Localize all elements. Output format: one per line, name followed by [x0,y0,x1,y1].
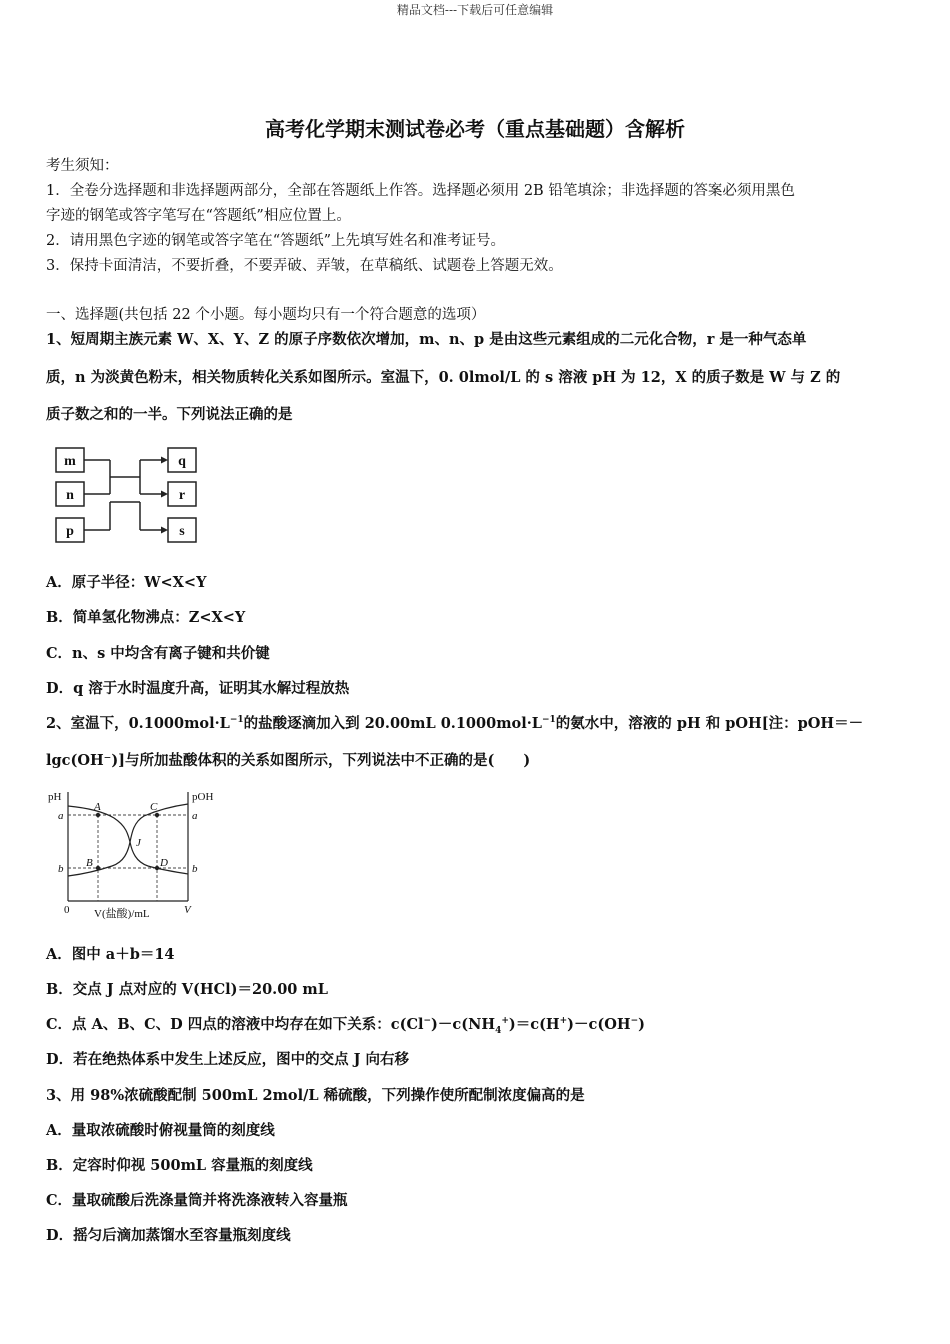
label-m: m [64,454,76,469]
notice-heading: 考生须知： [46,158,119,174]
tick-b-right: b [192,863,198,875]
q1-option-d: D．q 溶于水时温度升高，证明其水解过程放热 [46,680,350,697]
q1-stem-line-2: 质，n 为淡黄色粉末，相关物质转化关系如图所示。室温下，0. 0lmol/L 的 s 溶液 pH 为 12，X 的质子数是 W 与 Z 的 [46,369,841,386]
q2-option-a: A．图中 a＋b＝14 [46,946,175,963]
ylabel-poh: pOH [192,791,214,803]
point-a-label: A [94,801,101,813]
q3-option-d: D．摇匀后滴加蒸馏水至容量瓶刻度线 [46,1227,291,1244]
notice-line-1a: 1．全卷分选择题和非选择题两部分，全部在答题纸上作答。选择题必须用 2B 铅笔填涂；非选择题的答案必须用黑色 [46,183,795,199]
tick-a-right: a [192,810,198,822]
page-header: 精品文档---下载后可任意编辑 [396,3,554,17]
point-d-label: D [160,857,168,869]
q3-option-a: A．量取浓硫酸时俯视量筒的刻度线 [46,1122,275,1139]
label-p: p [66,524,74,539]
notice-line-2: 2．请用黑色字迹的钢笔或答字笔在“答题纸”上先填写姓名和准考证号。 [46,233,506,249]
point-c-label: C [150,801,158,813]
q1-stem-line-1: 1、短周期主族元素 W、X、Y、Z 的原子序数依次增加，m、n、p 是由这些元素组成的二元化合物，r 是一种气态单 [46,331,807,348]
q1-option-c: C．n、s 中均含有离子键和共价键 [46,645,270,662]
x-end-label: V [184,904,191,916]
label-n: n [66,488,74,503]
point-b-label: B [86,857,93,869]
q2-stem-line-2: lgc(OH⁻)]与所加盐酸体积的关系如图所示，下列说法中不正确的是( ) [46,752,531,769]
x-axis-label: V(盐酸)/mL [94,908,150,920]
label-s: s [179,524,185,539]
section-heading: 一、选择题(共包括 22 个小题。每小题均只有一个符合题意的选项） [46,307,486,323]
q3-stem: 3、用 98%浓硫酸配制 500mL 2mol/L 稀硫酸，下列操作使所配制浓度偏高的是 [46,1087,585,1104]
point-j-label: J [136,837,141,849]
q2-option-b: B．交点 J 点对应的 V(HCl)＝20.00 mL [46,981,328,998]
q2-ph-graph [44,786,224,924]
q1-option-a: A．原子半径：W<X<Y [46,574,207,591]
q1-stem-line-3: 质子数之和的一半。下列说法正确的是 [46,406,293,423]
ylabel-ph: pH [48,791,62,803]
notice-line-1b: 字迹的钢笔或答字笔写在“答题纸”相应位置上。 [46,208,351,224]
q2-stem-line-1: 2、室温下，$0.1000mol\cdot L^{-1}$的盐酸逐滴加入到 20.00mL $0.1000mol\cdot L^{-1}$的氨水中，溶液的 pH 和 pOH[注：pOH＝－ [46,715,864,732]
label-r: r [178,488,186,503]
document-title: 高考化学期末测试卷必考（重点基础题）含解析 [265,117,685,141]
q3-option-c: C．量取硫酸后洗涤量筒并将洗涤液转入容量瓶 [46,1192,348,1209]
origin-label: 0 [64,904,70,916]
label-q: q [178,454,186,469]
tick-a-left: a [58,810,64,822]
q2-option-c: C．点 A、B、C、D 四点的溶液中均存在如下关系：$c(Cl^-)-c(NH_4^+)=c(H^+)-c(OH^-)$ [46,1016,645,1036]
q2-option-d: D．若在绝热体系中发生上述反应，图中的交点 J 向右移 [46,1051,410,1068]
tick-b-left: b [58,863,64,875]
q1-reaction-diagram [44,440,204,552]
q3-option-b: B．定容时仰视 500mL 容量瓶的刻度线 [46,1157,313,1174]
q1-option-b: B．简单氢化物沸点：Z<X<Y [46,609,246,626]
notice-line-3: 3．保持卡面清洁，不要折叠，不要弄破、弄皱，在草稿纸、试题卷上答题无效。 [46,258,563,274]
